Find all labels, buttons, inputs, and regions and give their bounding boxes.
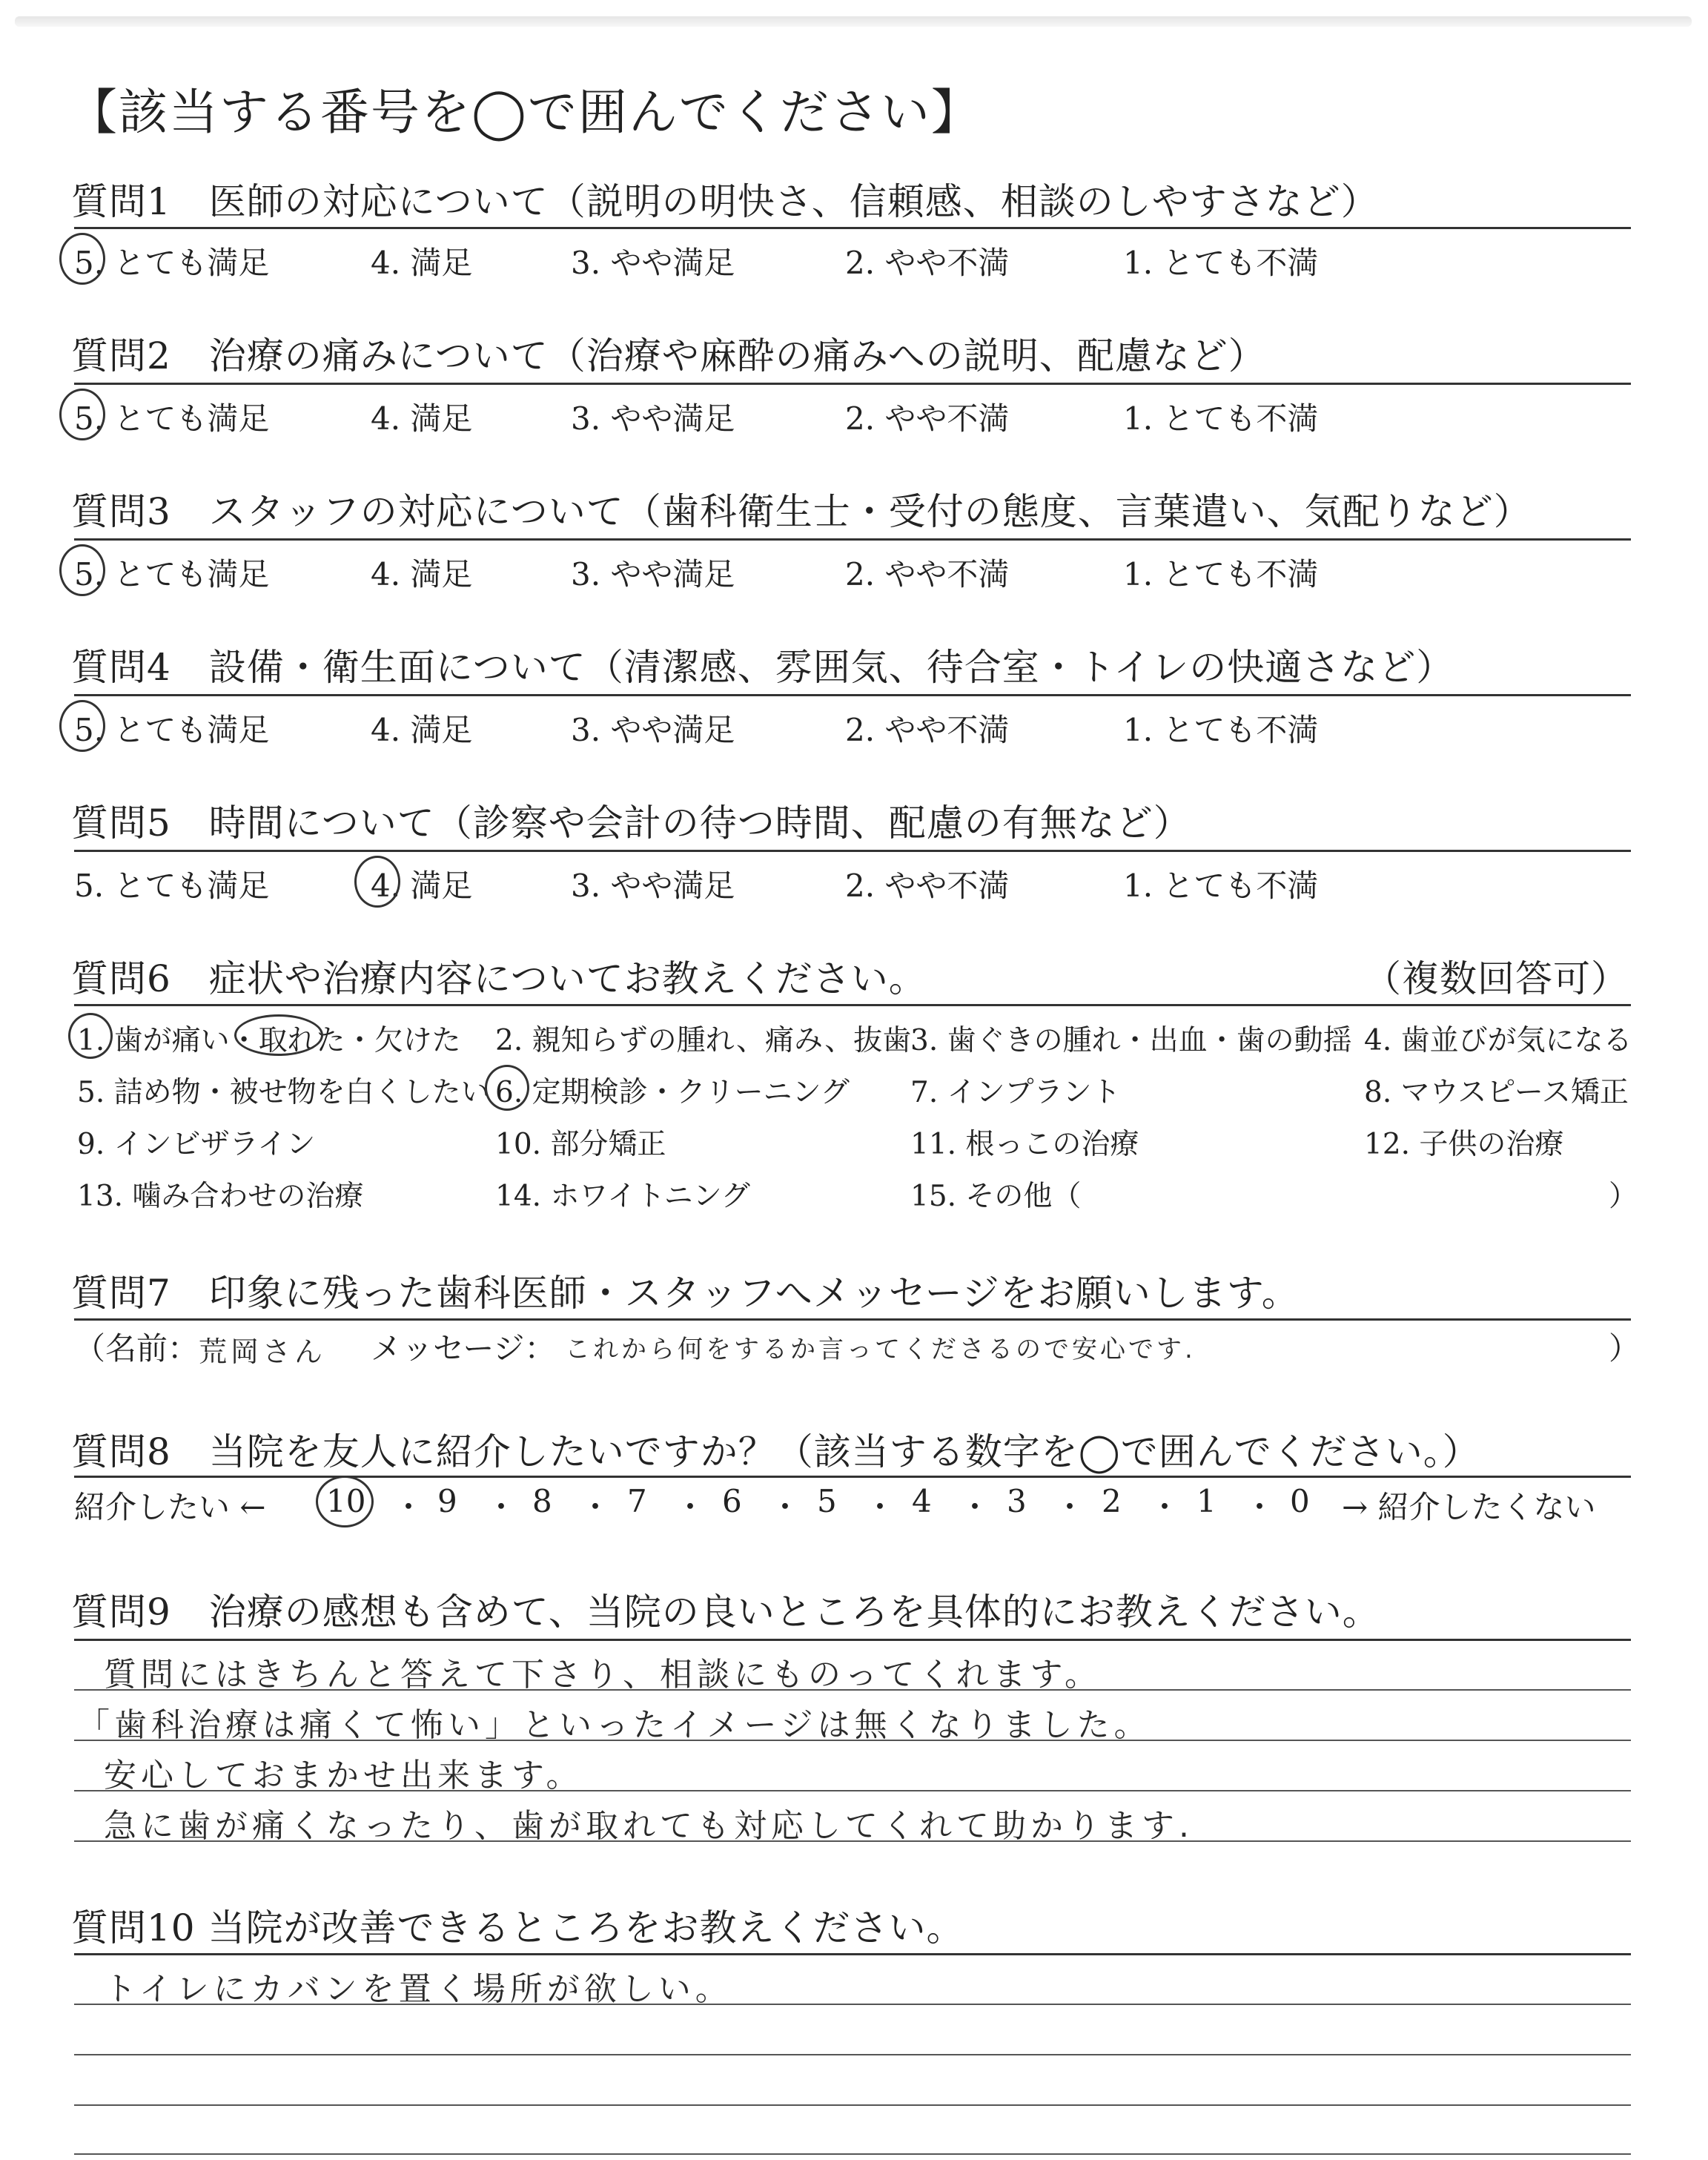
q1-option-2[interactable]: 2. やや不満 bbox=[845, 245, 1010, 281]
q5-option-1[interactable]: 1. とても不満 bbox=[1123, 868, 1319, 904]
q4-rule bbox=[74, 694, 1631, 696]
q4-option-5[interactable]: 5. とても満足 bbox=[74, 712, 270, 748]
q10-answer-line-1[interactable]: トイレにカバンを置く場所が欲しい。 bbox=[104, 1970, 732, 2008]
q1-option-5[interactable]: 5. とても満足 bbox=[74, 245, 270, 281]
q8-scale-9[interactable]: 9 bbox=[437, 1483, 457, 1519]
q7-close-paren: ） bbox=[1609, 1330, 1641, 1367]
q6-item-8[interactable]: 8. マウスピース矯正 bbox=[1364, 1076, 1629, 1109]
q8-scale-4[interactable]: 4 bbox=[912, 1483, 932, 1519]
q8-scale-3[interactable]: 3 bbox=[1007, 1483, 1027, 1519]
q6-selection-circle-1b bbox=[234, 1014, 323, 1056]
q2-option-3[interactable]: 3. やや満足 bbox=[571, 400, 735, 437]
scan-top-edge bbox=[15, 16, 1692, 27]
q7-message-value[interactable]: これから何をするか言ってくださるので安心です. bbox=[565, 1335, 1196, 1364]
q8-selection-circle bbox=[316, 1476, 374, 1527]
q8-scale-dot: ・ bbox=[580, 1489, 612, 1525]
q8-scale-dot: ・ bbox=[393, 1489, 425, 1525]
q3-option-3[interactable]: 3. やや満足 bbox=[571, 556, 735, 592]
q8-scale-dot: ・ bbox=[1149, 1489, 1181, 1525]
q10-rule-2 bbox=[74, 2054, 1631, 2055]
q2-option-4[interactable]: 4. 満足 bbox=[371, 400, 473, 437]
q5-option-5[interactable]: 5. とても満足 bbox=[74, 868, 270, 904]
q4-option-2[interactable]: 2. やや不満 bbox=[845, 712, 1010, 748]
q8-scale-dot: ・ bbox=[486, 1489, 517, 1525]
q6-item-13[interactable]: 13. 噛み合わせの治療 bbox=[77, 1180, 364, 1213]
q8-scale-5[interactable]: 5 bbox=[817, 1483, 837, 1519]
q3-title: 質問3 スタッフの対応について（歯科衛生士・受付の態度、言葉遣い、気配りなど） bbox=[71, 490, 1532, 533]
q8-scale-dot: ・ bbox=[675, 1489, 706, 1525]
q9-answer-line-3[interactable]: 安心しておまかせ出来ます。 bbox=[104, 1757, 583, 1794]
q10-rule-4 bbox=[74, 2153, 1631, 2155]
q8-scale-dot: ・ bbox=[769, 1489, 801, 1525]
q6-selection-circle-1 bbox=[68, 1013, 113, 1059]
page-title: 【該当する番号を◯で囲んでください】 bbox=[68, 84, 982, 141]
q8-scale-dot: ・ bbox=[1244, 1489, 1276, 1525]
q8-scale-dot: ・ bbox=[959, 1489, 991, 1525]
q1-title: 質問1 医師の対応について（説明の明快さ、信頼感、相談のしやすさなど） bbox=[71, 180, 1379, 223]
q6-selection-circle-6 bbox=[485, 1065, 529, 1111]
q4-option-1[interactable]: 1. とても不満 bbox=[1123, 712, 1319, 748]
q7-name-label: （名前： bbox=[74, 1330, 199, 1367]
q7-title: 質問7 印象に残った歯科医師・スタッフへメッセージをお願いします。 bbox=[71, 1272, 1300, 1315]
q2-option-1[interactable]: 1. とても不満 bbox=[1123, 400, 1319, 437]
q8-scale-0[interactable]: 0 bbox=[1290, 1483, 1310, 1519]
q8-scale-8[interactable]: 8 bbox=[532, 1483, 552, 1519]
q3-option-4[interactable]: 4. 満足 bbox=[371, 556, 473, 592]
q2-option-2[interactable]: 2. やや不満 bbox=[845, 400, 1010, 437]
q10-title: 質問10 当院が改善できるところをお教えください。 bbox=[71, 1906, 964, 1949]
q8-scale-7[interactable]: 7 bbox=[627, 1483, 647, 1519]
q8-scale-dot: ・ bbox=[864, 1489, 896, 1525]
q9-answer-line-2[interactable]: 「歯科治療は痛くて怖い」といったイメージは無くなりました。 bbox=[77, 1706, 1151, 1744]
q7-name-value[interactable]: 荒岡さん bbox=[199, 1335, 327, 1368]
q5-title: 質問5 時間について（診察や会計の待つ時間、配慮の有無など） bbox=[71, 802, 1191, 845]
q8-right-label: → 紹介したくない bbox=[1342, 1489, 1596, 1525]
q3-rule bbox=[74, 538, 1631, 541]
q9-answer-line-1[interactable]: 質問にはきちんと答えて下さり、相談にものってくれます。 bbox=[104, 1656, 1102, 1694]
q6-item-11[interactable]: 11. 根っこの治療 bbox=[910, 1128, 1139, 1161]
q6-item-15[interactable]: 15. その他（ bbox=[910, 1180, 1082, 1213]
q6-item-7[interactable]: 7. インプラント bbox=[910, 1076, 1121, 1109]
q5-rule bbox=[74, 850, 1631, 852]
q6-item-15-close: ） bbox=[1609, 1180, 1638, 1213]
q6-title: 質問6 症状や治療内容についてお教えください。 bbox=[71, 957, 927, 1000]
q10-rule-3 bbox=[74, 2104, 1631, 2106]
q5-option-2[interactable]: 2. やや不満 bbox=[845, 868, 1010, 904]
q8-scale-2[interactable]: 2 bbox=[1102, 1483, 1122, 1519]
q6-rule bbox=[74, 1004, 1631, 1006]
q2-option-5[interactable]: 5. とても満足 bbox=[74, 400, 270, 437]
q6-item-4[interactable]: 4. 歯並びが気になる bbox=[1364, 1024, 1632, 1057]
q6-item-14[interactable]: 14. ホワイトニング bbox=[495, 1180, 750, 1213]
q4-option-3[interactable]: 3. やや満足 bbox=[571, 712, 735, 748]
q8-scale-dot: ・ bbox=[1054, 1489, 1086, 1525]
q8-rule bbox=[74, 1476, 1631, 1478]
q8-scale-1[interactable]: 1 bbox=[1196, 1483, 1217, 1519]
q6-multiple-note: （複数回答可） bbox=[1364, 957, 1629, 1000]
q7-rule bbox=[74, 1318, 1631, 1321]
q1-selection-circle bbox=[59, 233, 105, 285]
q8-title: 質問8 当院を友人に紹介したいですか？（該当する数字を◯で囲んでください。） bbox=[71, 1430, 1480, 1473]
q1-option-1[interactable]: 1. とても不満 bbox=[1123, 245, 1319, 281]
q2-title: 質問2 治療の痛みについて（治療や麻酔の痛みへの説明、配慮など） bbox=[71, 334, 1266, 377]
q6-item-2[interactable]: 2. 親知らずの腫れ、痛み、抜歯 bbox=[495, 1024, 912, 1057]
q5-selection-circle bbox=[354, 856, 400, 908]
q9-answer-line-4[interactable]: 急に歯が痛くなったり、歯が取れても対応してくれて助かります. bbox=[104, 1807, 1194, 1845]
q1-option-3[interactable]: 3. やや満足 bbox=[571, 245, 735, 281]
q1-option-4[interactable]: 4. 満足 bbox=[371, 245, 473, 281]
q1-rule bbox=[74, 227, 1631, 229]
q6-item-5[interactable]: 5. 詰め物・被せ物を白くしたい bbox=[77, 1076, 490, 1109]
q2-rule bbox=[74, 383, 1631, 385]
q5-option-4[interactable]: 4. 満足 bbox=[371, 868, 473, 904]
q8-scale-6[interactable]: 6 bbox=[722, 1483, 742, 1519]
q9-rule-0 bbox=[74, 1639, 1631, 1641]
q6-item-12[interactable]: 12. 子供の治療 bbox=[1364, 1128, 1564, 1161]
q6-item-9[interactable]: 9. インビザライン bbox=[77, 1128, 316, 1161]
q6-item-1[interactable]: 1. 歯が痛い・取れた・欠けた bbox=[77, 1024, 461, 1057]
q6-item-3[interactable]: 3. 歯ぐきの腫れ・出血・歯の動揺 bbox=[910, 1024, 1352, 1057]
q6-item-10[interactable]: 10. 部分矯正 bbox=[495, 1128, 666, 1161]
q2-selection-circle bbox=[59, 389, 105, 440]
q7-message-label: メッセージ： bbox=[371, 1330, 556, 1367]
q8-left-label: 紹介したい ← bbox=[74, 1489, 266, 1525]
q3-option-2[interactable]: 2. やや不満 bbox=[845, 556, 1010, 592]
q5-option-3[interactable]: 3. やや満足 bbox=[571, 868, 735, 904]
q3-selection-circle bbox=[59, 544, 105, 596]
q4-selection-circle bbox=[59, 700, 105, 752]
q4-option-4[interactable]: 4. 満足 bbox=[371, 712, 473, 748]
q3-option-5[interactable]: 5. とても満足 bbox=[74, 556, 270, 592]
q4-title: 質問4 設備・衛生面について（清潔感、雰囲気、待合室・トイレの快適さなど） bbox=[71, 646, 1454, 689]
q6-item-6[interactable]: 6. 定期検診・クリーニング bbox=[495, 1076, 850, 1109]
q10-rule-0 bbox=[74, 1953, 1631, 1955]
q8-scale-10[interactable]: 10 bbox=[326, 1483, 366, 1519]
q9-title: 質問9 治療の感想も含めて、当院の良いところを具体的にお教えください。 bbox=[71, 1591, 1380, 1634]
q3-option-1[interactable]: 1. とても不満 bbox=[1123, 556, 1319, 592]
